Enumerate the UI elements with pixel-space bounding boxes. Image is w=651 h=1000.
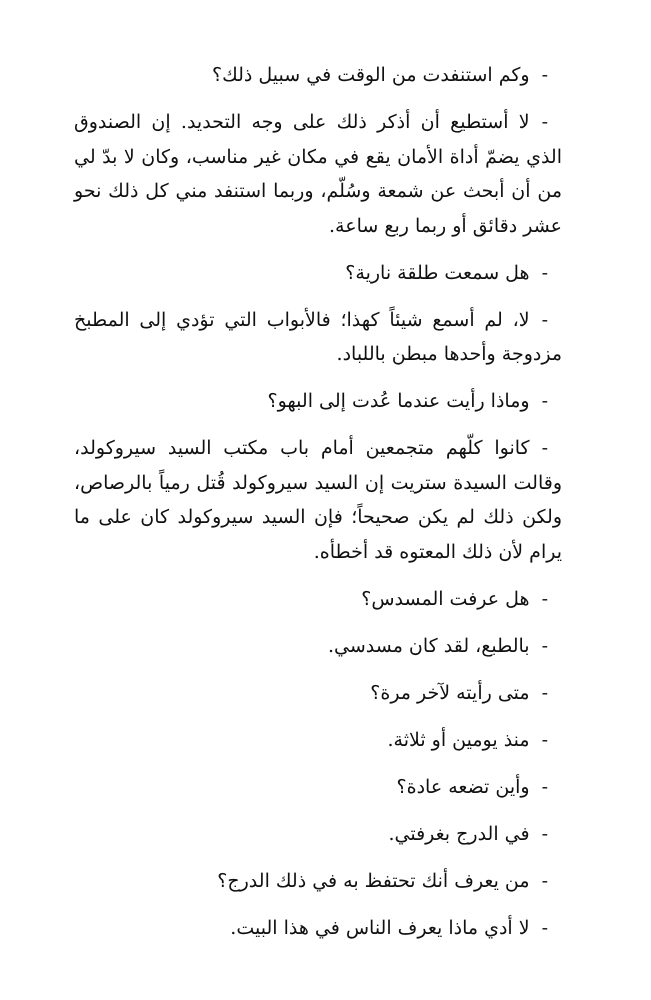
dialogue-dash: - — [541, 869, 548, 892]
dialogue-line — [74, 431, 562, 569]
dialogue-dash: - — [541, 437, 548, 459]
dialogue-text: متى رأيته لآخر مرة؟ — [370, 681, 530, 704]
dialogue-line — [74, 723, 562, 758]
dialogue-dash: - — [541, 587, 548, 610]
dialogue-text: في الدرج بغرفتي. — [388, 822, 530, 845]
dialogue-text: وكم استنفدت من الوقت في سبيل ذلك؟ — [212, 64, 530, 86]
dialogue-dash: - — [541, 822, 548, 845]
dialogue-line — [74, 770, 562, 805]
dialogue-dash: - — [541, 390, 548, 412]
dialogue-text: لا أدي ماذا يعرف الناس في هذا البيت. — [230, 916, 530, 939]
dialogue-text: وأين تضعه عادة؟ — [396, 775, 530, 798]
dialogue-dash: - — [541, 775, 548, 798]
dialogue-dash: - — [541, 64, 548, 86]
dialogue-line — [74, 303, 562, 372]
dialogue-text: كانوا كلّهم متجمعين أمام باب مكتب السيد سيروكولد، وقالت السيدة ستريت إن السيد سيروكولد قُتل رمياً بالرصاص، ولكن ذلك لم يكن صحيحاً؛ فإن السيد سيروكولد كان على ما يرام لأن ذلك المعتوه قد أخطأه. — [74, 437, 562, 563]
dialogue-text: هل عرفت المسدس؟ — [361, 587, 530, 610]
dialogue-line — [74, 676, 562, 711]
dialogue-text: بالطبع، لقد كان مسدسي. — [327, 634, 530, 657]
dialogue-text: لا أستطيع أن أذكر ذلك على وجه التحديد. إن الصندوق الذي يضمّ أداة الأمان يقع في مكان غير مناسب، وكان لا بدّ لي من أن أبحث عن شمعة وسُلّم، وربما استنفد مني كل ذلك نحو عشر دقائق أو ربما ربع ساعة. — [74, 111, 562, 237]
document-page — [74, 58, 562, 958]
dialogue-line — [74, 256, 562, 291]
dialogue-text: من يعرف أنك تحتفظ به في ذلك الدرج؟ — [217, 869, 530, 892]
dialogue-line — [74, 384, 562, 419]
dialogue-text: لا، لم أسمع شيئاً كهذا؛ فالأبواب التي تؤدي إلى المطبخ مزدوجة وأحدها مبطن باللباد. — [74, 308, 562, 365]
dialogue-text: وماذا رأيت عندما عُدت إلى البهو؟ — [267, 390, 530, 412]
dialogue-text: هل سمعت طلقة نارية؟ — [345, 261, 530, 284]
dialogue-dash: - — [541, 308, 548, 331]
dialogue-dash: - — [541, 111, 548, 133]
dialogue-dash: - — [541, 728, 548, 751]
dialogue-line — [74, 58, 562, 93]
dialogue-dash: - — [541, 634, 548, 657]
dialogue-line — [74, 629, 562, 664]
dialogue-line — [74, 582, 562, 617]
dialogue-line — [74, 105, 562, 243]
dialogue-line — [74, 911, 562, 946]
dialogue-dash: - — [541, 681, 548, 704]
dialogue-text: منذ يومين أو ثلاثة. — [387, 728, 530, 751]
dialogue-dash: - — [541, 261, 548, 284]
dialogue-line — [74, 864, 562, 899]
dialogue-line — [74, 817, 562, 852]
dialogue-dash: - — [541, 916, 548, 939]
